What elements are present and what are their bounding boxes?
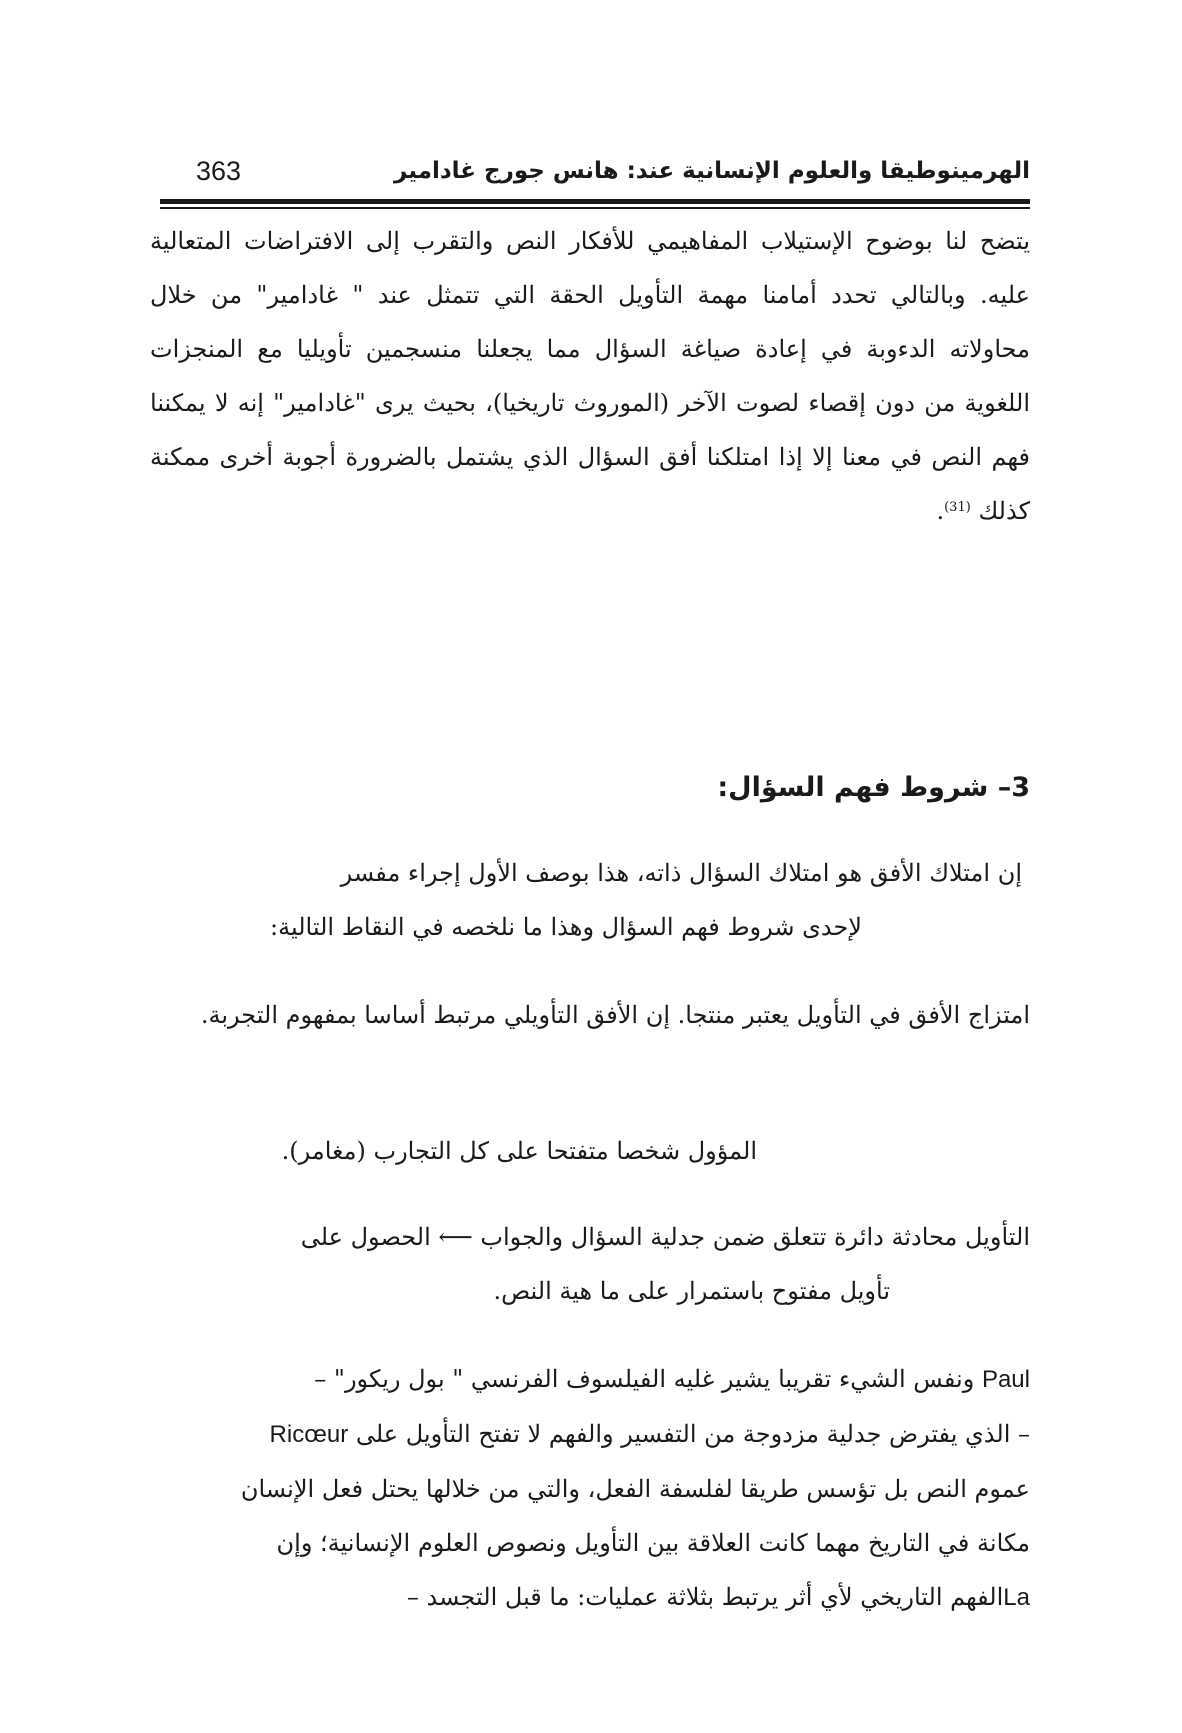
paragraph-text: امتزاج الأفق في التأويل يعتبر منتجا. إن الأفق التأويلي مرتبط أساسا بمفهوم التجربة. — [200, 1001, 1030, 1029]
paragraph-conditions-intro — [142, 846, 1022, 954]
paragraph-dialogue-question-answer — [150, 1210, 1030, 1318]
latin-term: Paul — [981, 1366, 1030, 1393]
header-rule-thick — [160, 199, 1030, 204]
paragraph-text: المؤول شخصا متفتحا على كل التجارب (مغامر). — [281, 1137, 757, 1165]
paragraph-body: يتضح لنا بوضوح الإستيلاب المفاهيمي للأفكار النص والتقرب إلى الافتراضات المتعالية عليه. وبالتالي تحدد أمامنا مهمة التأويل الحقة التي تتمثل عند " غادامير" من خلال محاولاته الدءوبة في إعادة صياغة السؤال مما يجعلنا منسجمين تأويليا مع المنجزات اللغوية من دون إقصاء لصوت الآخر (الموروث تاريخيا)، بحيث يرى "غادامير" إنه لا يمكننا فهم النص في معنا إلا إذا امتلكنا أفق السؤال الذي يشتمل بالضرورة أجوبة أخرى ممكنة كذلك — [150, 227, 1030, 525]
running-header — [160, 150, 1030, 196]
paragraph-line-text: – الذي يفترض جدلية مزدوجة من التفسير والفهم لا تفتح التأويل على — [355, 1420, 1030, 1448]
paragraph-line: مكانة في التاريخ مهما كانت العلاقة بين التأويل ونصوص العلوم الإنسانية؛ وإن — [276, 1529, 1030, 1557]
paragraph-line: تأويل مفتوح باستمرار على ما هية النص. — [493, 1277, 890, 1305]
latin-term: Ricœur — [269, 1421, 349, 1448]
paragraph-ricoeur — [150, 1352, 1030, 1625]
paragraph-horizon-of-question — [150, 214, 1030, 538]
running-title: الهرمينوطيقا والعلوم الإنسانية عند: هانس جورج غادامير — [394, 158, 1030, 184]
paragraph-line-text: الفهم التاريخي لأي أثر يرتبط بثلاثة عمليات: ما قبل التجسد – — [406, 1583, 1004, 1611]
section-heading: 3– شروط فهم السؤال: — [717, 772, 1030, 803]
paragraph-fusion-of-horizons — [150, 988, 1030, 1042]
paragraph-line: عموم النص بل تؤسس طريقا لفلسفة الفعل، والتي من خلالها يحتل فعل الإنسان — [240, 1475, 1030, 1503]
latin-term: La — [1003, 1584, 1030, 1611]
paragraph-line: إن امتلاك الأفق هو امتلاك السؤال ذاته، هذا بوصف الأول إجراء مفسر — [340, 859, 1022, 887]
paragraph-interpreter-open — [0, 1124, 757, 1178]
paragraph-line: لإحدى شروط فهم السؤال وهذا ما نلخصه في النقاط التالية: — [270, 913, 862, 941]
paragraph-line-text: ونفس الشيء تقريبا يشير غليه الفيلسوف الفرنسي " بول ريكور" – — [314, 1365, 975, 1393]
paragraph-end: . — [936, 497, 945, 525]
paragraph-line: التأويل محادثة دائرة تتعلق ضمن جدلية السؤال والجواب ⟵ الحصول على — [300, 1223, 1030, 1251]
footnote-reference: (31) — [944, 500, 971, 515]
paragraph-line — [150, 1352, 1030, 1407]
page-number: 363 — [196, 156, 242, 186]
paragraph-text — [150, 214, 1030, 538]
paragraph-line — [150, 1570, 1030, 1625]
paragraph-line — [150, 1407, 1030, 1462]
header-rule-thin — [160, 207, 1030, 209]
